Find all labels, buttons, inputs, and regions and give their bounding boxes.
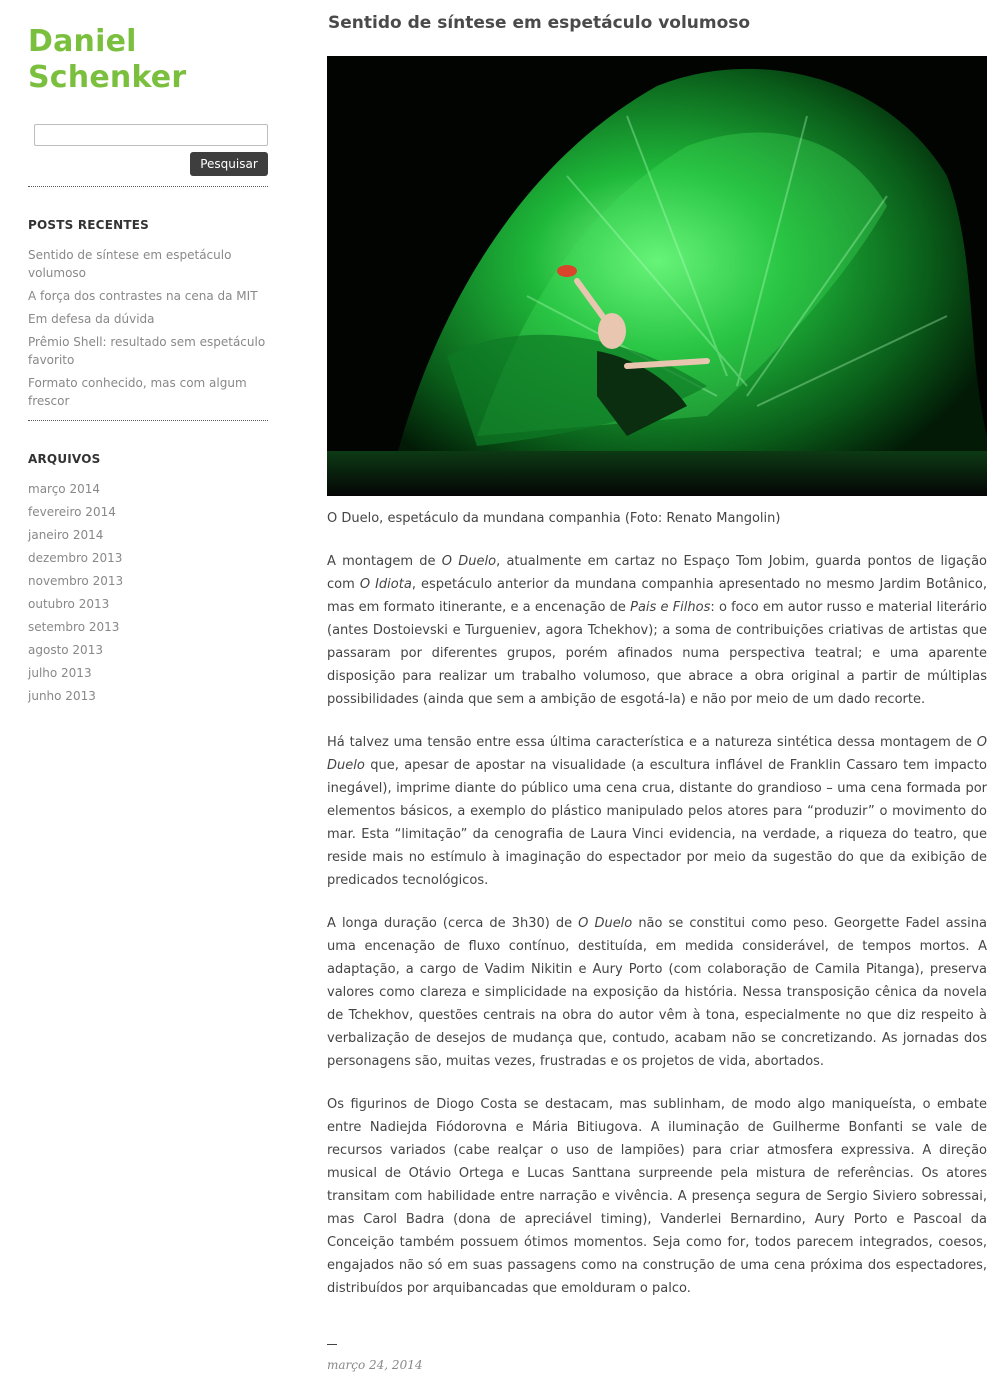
- recent-post-link[interactable]: Em defesa da dúvida: [28, 312, 155, 326]
- recent-post-link[interactable]: A força dos contrastes na cena da MIT: [28, 289, 258, 303]
- recent-post-link[interactable]: Prêmio Shell: resultado sem espetáculo favorito: [28, 335, 266, 367]
- recent-post-item: [28, 246, 268, 282]
- theater-photo-image: [327, 56, 987, 496]
- archive-link[interactable]: novembro 2013: [28, 574, 124, 588]
- recent-posts-title: POSTS RECENTES: [28, 218, 149, 232]
- paragraph: [327, 731, 987, 892]
- search-input[interactable]: [34, 124, 268, 146]
- recent-post-link[interactable]: Formato conhecido, mas com algum frescor: [28, 376, 247, 408]
- text-run: não se constitui como peso. Georgette Fadel assina uma encenação de fluxo contínuo, destituída, em medida considerável, de tempos mortos. A adaptação, a cargo de Vadim Nikitin e Aury Porto (com colaboração de Camila Pitanga), preserva valores como clareza e simplicidade na exposição da história. Nessa transposição cênica da novela de Tchekhov, questões centrais na obra do autor vêm à tona, especialmente no que diz respeito à verbalização de desejos de mudança que, contudo, acabam não se concretizando. As jornadas dos personagens são, muitas vezes, frustradas e os projetos de vida, abortados.: [327, 916, 987, 1069]
- italic-title: O Duelo: [578, 916, 633, 931]
- text-run: , atualmente em cartaz no Espaço Tom Jobim, guarda pontos de ligação com: [327, 554, 988, 592]
- archive-item: [28, 480, 268, 498]
- post-date[interactable]: março 24, 2014: [327, 1358, 423, 1372]
- italic-title: O Duelo: [441, 554, 497, 569]
- archive-link[interactable]: agosto 2013: [28, 643, 103, 657]
- recent-post-item: [28, 310, 268, 328]
- paragraph: [327, 1093, 987, 1300]
- paragraph: [327, 912, 987, 1073]
- recent-post-item: [28, 287, 268, 305]
- recent-post-item: [28, 374, 268, 410]
- text-run: : o foco em autor russo e material literário (antes Dostoievski e Turgueniev, agora Tchekhov); a soma de contribuições criativas de artistas que passaram por diferentes grupos, porém afinados numa perspectiva teatral; e uma aparente disposição para realizar um trabalho volumoso, que abrace a obra original a partir de múltiplas possibilidades (ainda que sem a ambição de esgotá-la) e não por meio de um dado recorte.: [327, 600, 988, 707]
- meta-divider: [327, 1344, 337, 1345]
- archive-item: [28, 526, 268, 544]
- archive-link[interactable]: janeiro 2014: [28, 528, 104, 542]
- archive-link[interactable]: fevereiro 2014: [28, 505, 116, 519]
- divider: [28, 186, 268, 187]
- archive-item: [28, 687, 268, 705]
- archive-item: [28, 549, 268, 567]
- archive-item: [28, 595, 268, 613]
- archive-link[interactable]: março 2014: [28, 482, 101, 496]
- archives-list: [28, 480, 268, 705]
- archive-item: [28, 618, 268, 636]
- recent-posts-widget: [28, 218, 268, 410]
- photo-caption: O Duelo, espetáculo da mundana companhia (Foto: Renato Mangolin): [327, 511, 781, 526]
- archive-link[interactable]: setembro 2013: [28, 620, 120, 634]
- paragraph: [327, 550, 987, 711]
- post-photo: [327, 56, 987, 496]
- text-run: Há talvez uma tensão entre essa última característica e a natureza sintética dessa montagem de: [327, 735, 977, 750]
- search-button[interactable]: Pesquisar: [190, 152, 268, 176]
- archive-item: [28, 503, 268, 521]
- text-run: A longa duração (cerca de 3h30) de: [327, 916, 579, 931]
- archive-link[interactable]: dezembro 2013: [28, 551, 123, 565]
- archive-link[interactable]: julho 2013: [28, 666, 92, 680]
- archive-item: [28, 664, 268, 682]
- post-body: [327, 550, 987, 1300]
- search-form: [28, 124, 268, 176]
- text-run: Os figurinos de Diogo Costa se destacam, mas sublinham, de modo algo maniqueísta, o embate entre Nadiejda Fiódorovna e Mária Bitiugova. A iluminação de Guilherme Bonfanti se vale de recursos variados (cabe realçar o uso de lampiões) para criar atmosfera expressiva. A direção musical de Otávio Ortega e Lucas Santtana surpreende pela mistura de referências. Os atores transitam com habilidade entre narração e vivência. A presença segura de Sergio Siviero sobressai, mas Carol Badra (dona de apreciável timing), Vanderlei Bernardino, Aury Porto e Pascoal da Conceição também possuem ótimos momentos. Seja como for, todos parecem integrados, coesos, engajados não só em suas passagens como na construção de uma cena próxima dos espectadores, distribuídos por arquibancadas que emolduram o palco.: [327, 1097, 987, 1296]
- archives-title: ARQUIVOS: [28, 452, 101, 466]
- archive-item: [28, 641, 268, 659]
- site-title[interactable]: Daniel Schenker: [28, 24, 187, 95]
- archive-link[interactable]: junho 2013: [28, 689, 96, 703]
- recent-post-item: [28, 333, 268, 369]
- archive-link[interactable]: outubro 2013: [28, 597, 110, 611]
- sidebar: [28, 0, 268, 710]
- post-title[interactable]: Sentido de síntese em espetáculo volumoso: [328, 13, 751, 33]
- main-content: [327, 0, 987, 1372]
- text-run: que, apesar de apostar na visualidade (a escultura inflável de Franklin Cassaro tem impacto inegável), imprime diante do público uma cena crua, distante do grandioso – uma cena formada por elementos básicos, a exemplo do plástico manipulado pelos atores para “produzir” o movimento do mar. Esta “limitação” da cenografia de Laura Vinci evidencia, na verdade, a riqueza do teatro, que reside mais no estímulo à imaginação do espectador por meio da sugestão do que da exibição de predicados tecnológicos.: [327, 758, 987, 888]
- recent-post-link[interactable]: Sentido de síntese em espetáculo volumoso: [28, 248, 232, 280]
- text-run: , espetáculo anterior da mundana companhia apresentado no mesmo Jardim Botânico, mas em formato itinerante, e a encenação de: [327, 577, 987, 615]
- italic-title: O Idiota: [359, 577, 412, 592]
- text-run: A montagem de: [327, 554, 442, 569]
- italic-title: O Duelo: [327, 735, 987, 773]
- recent-posts-list: [28, 246, 268, 410]
- archives-widget: [28, 452, 268, 705]
- italic-title: Pais e Filhos: [630, 600, 711, 615]
- divider: [28, 420, 268, 421]
- archive-item: [28, 572, 268, 590]
